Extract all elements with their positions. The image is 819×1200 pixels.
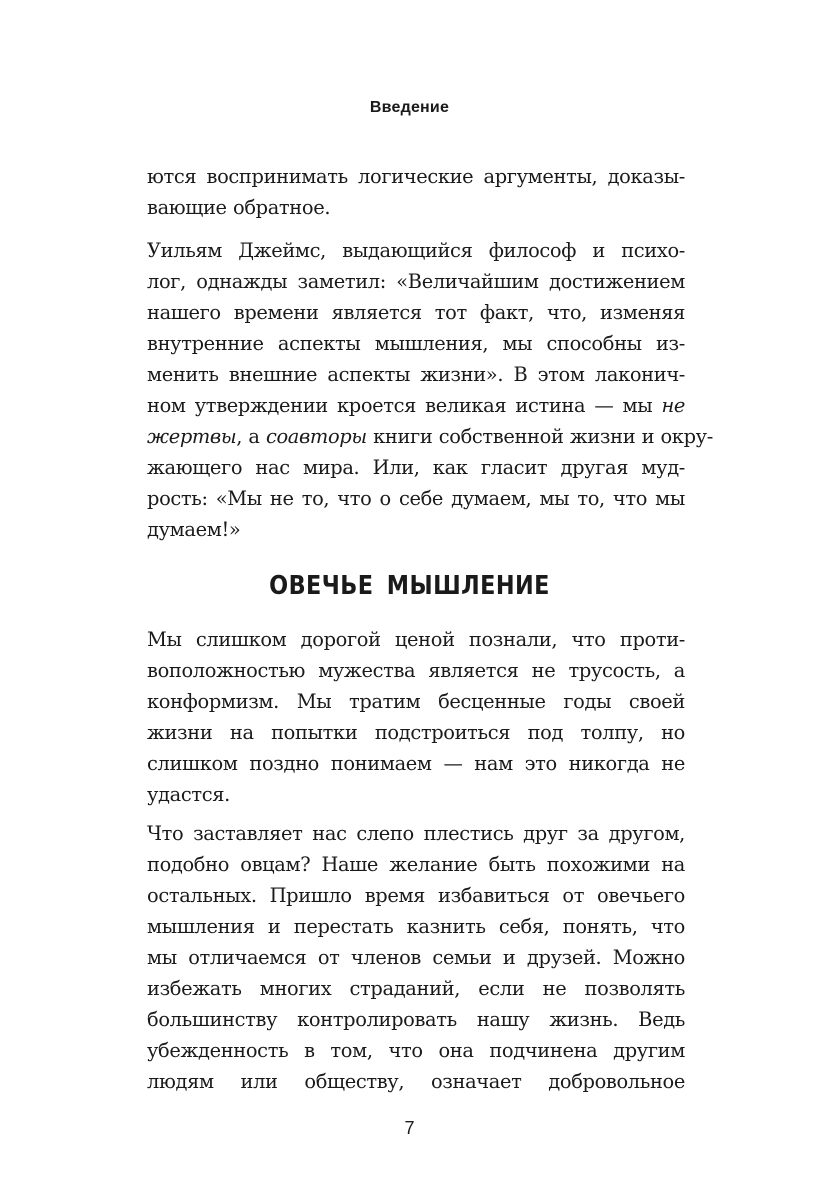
text-segment: книги собственной жизни и окру- xyxy=(366,425,713,448)
text-line: жающего нас мира. Или, как гласит другая муд- xyxy=(147,456,685,479)
text-line: мы отличаемся от членов семьи и друзей. Можно xyxy=(147,946,685,969)
text-line: вающие обратное. xyxy=(147,196,331,219)
paragraph-conformism xyxy=(147,624,685,810)
text-line: менить внешние аспекты жизни». В этом лаконич- xyxy=(147,363,685,386)
text-line xyxy=(147,390,685,421)
text-segment: ном утверждении кроется великая истина — мы xyxy=(147,394,662,417)
text-line: нашего времени является тот факт, что, изменяя xyxy=(147,301,685,324)
paragraph-william-james-quote xyxy=(147,235,713,545)
text-line: ются воспринимать логические аргументы, доказы- xyxy=(147,165,685,188)
text-line: воположностью мужества является не трусость, а xyxy=(147,659,685,682)
text-line: Что заставляет нас слепо плестись друг за другом, xyxy=(147,822,685,845)
text-line: внутренние аспекты мышления, мы способны из- xyxy=(147,332,685,355)
text-line: убежденность в том, что она подчинена другим xyxy=(147,1039,685,1062)
running-header: Введение xyxy=(369,99,450,116)
paragraph-sheep-mentality xyxy=(147,818,685,1097)
italic-emphasis: не xyxy=(661,394,685,417)
text-line: рость: «Мы не то, что о себе думаем, мы то, что мы xyxy=(147,487,685,510)
text-line: остальных. Пришло время избавиться от овечьего xyxy=(147,884,685,907)
italic-emphasis: жертвы xyxy=(147,425,237,448)
text-line: Мы слишком дорогой ценой познали, что проти- xyxy=(147,628,685,651)
section-heading: ОВЕЧЬЕ МЫШЛЕНИЕ xyxy=(269,571,550,601)
text-segment: , а xyxy=(236,425,266,448)
text-line: думаем!» xyxy=(147,518,241,541)
text-line: слишком поздно понимаем — нам это никогда не xyxy=(147,752,685,775)
text-line: большинству контролировать нашу жизнь. Ведь xyxy=(147,1008,685,1031)
page-number: 7 xyxy=(404,1118,415,1138)
paragraph-continuation xyxy=(147,161,685,223)
text-line xyxy=(147,421,713,452)
text-line: подобно овцам? Наше желание быть похожими на xyxy=(147,853,685,876)
text-line: конформизм. Мы тратим бесценные годы своей xyxy=(147,690,685,713)
text-line: Уильям Джеймс, выдающийся философ и психо- xyxy=(147,239,685,262)
text-line: избежать многих страданий, если не позволять xyxy=(147,977,685,1000)
text-line: людям или обществу, означает добровольное xyxy=(147,1070,685,1093)
italic-emphasis: соавторы xyxy=(265,425,367,448)
text-line: жизни на попытки подстроиться под толпу, но xyxy=(147,721,685,744)
text-line: удастся. xyxy=(147,783,230,806)
text-line: лог, однажды заметил: «Величайшим достижением xyxy=(147,270,685,293)
text-line: мышления и перестать казнить себя, понять, что xyxy=(147,915,685,938)
